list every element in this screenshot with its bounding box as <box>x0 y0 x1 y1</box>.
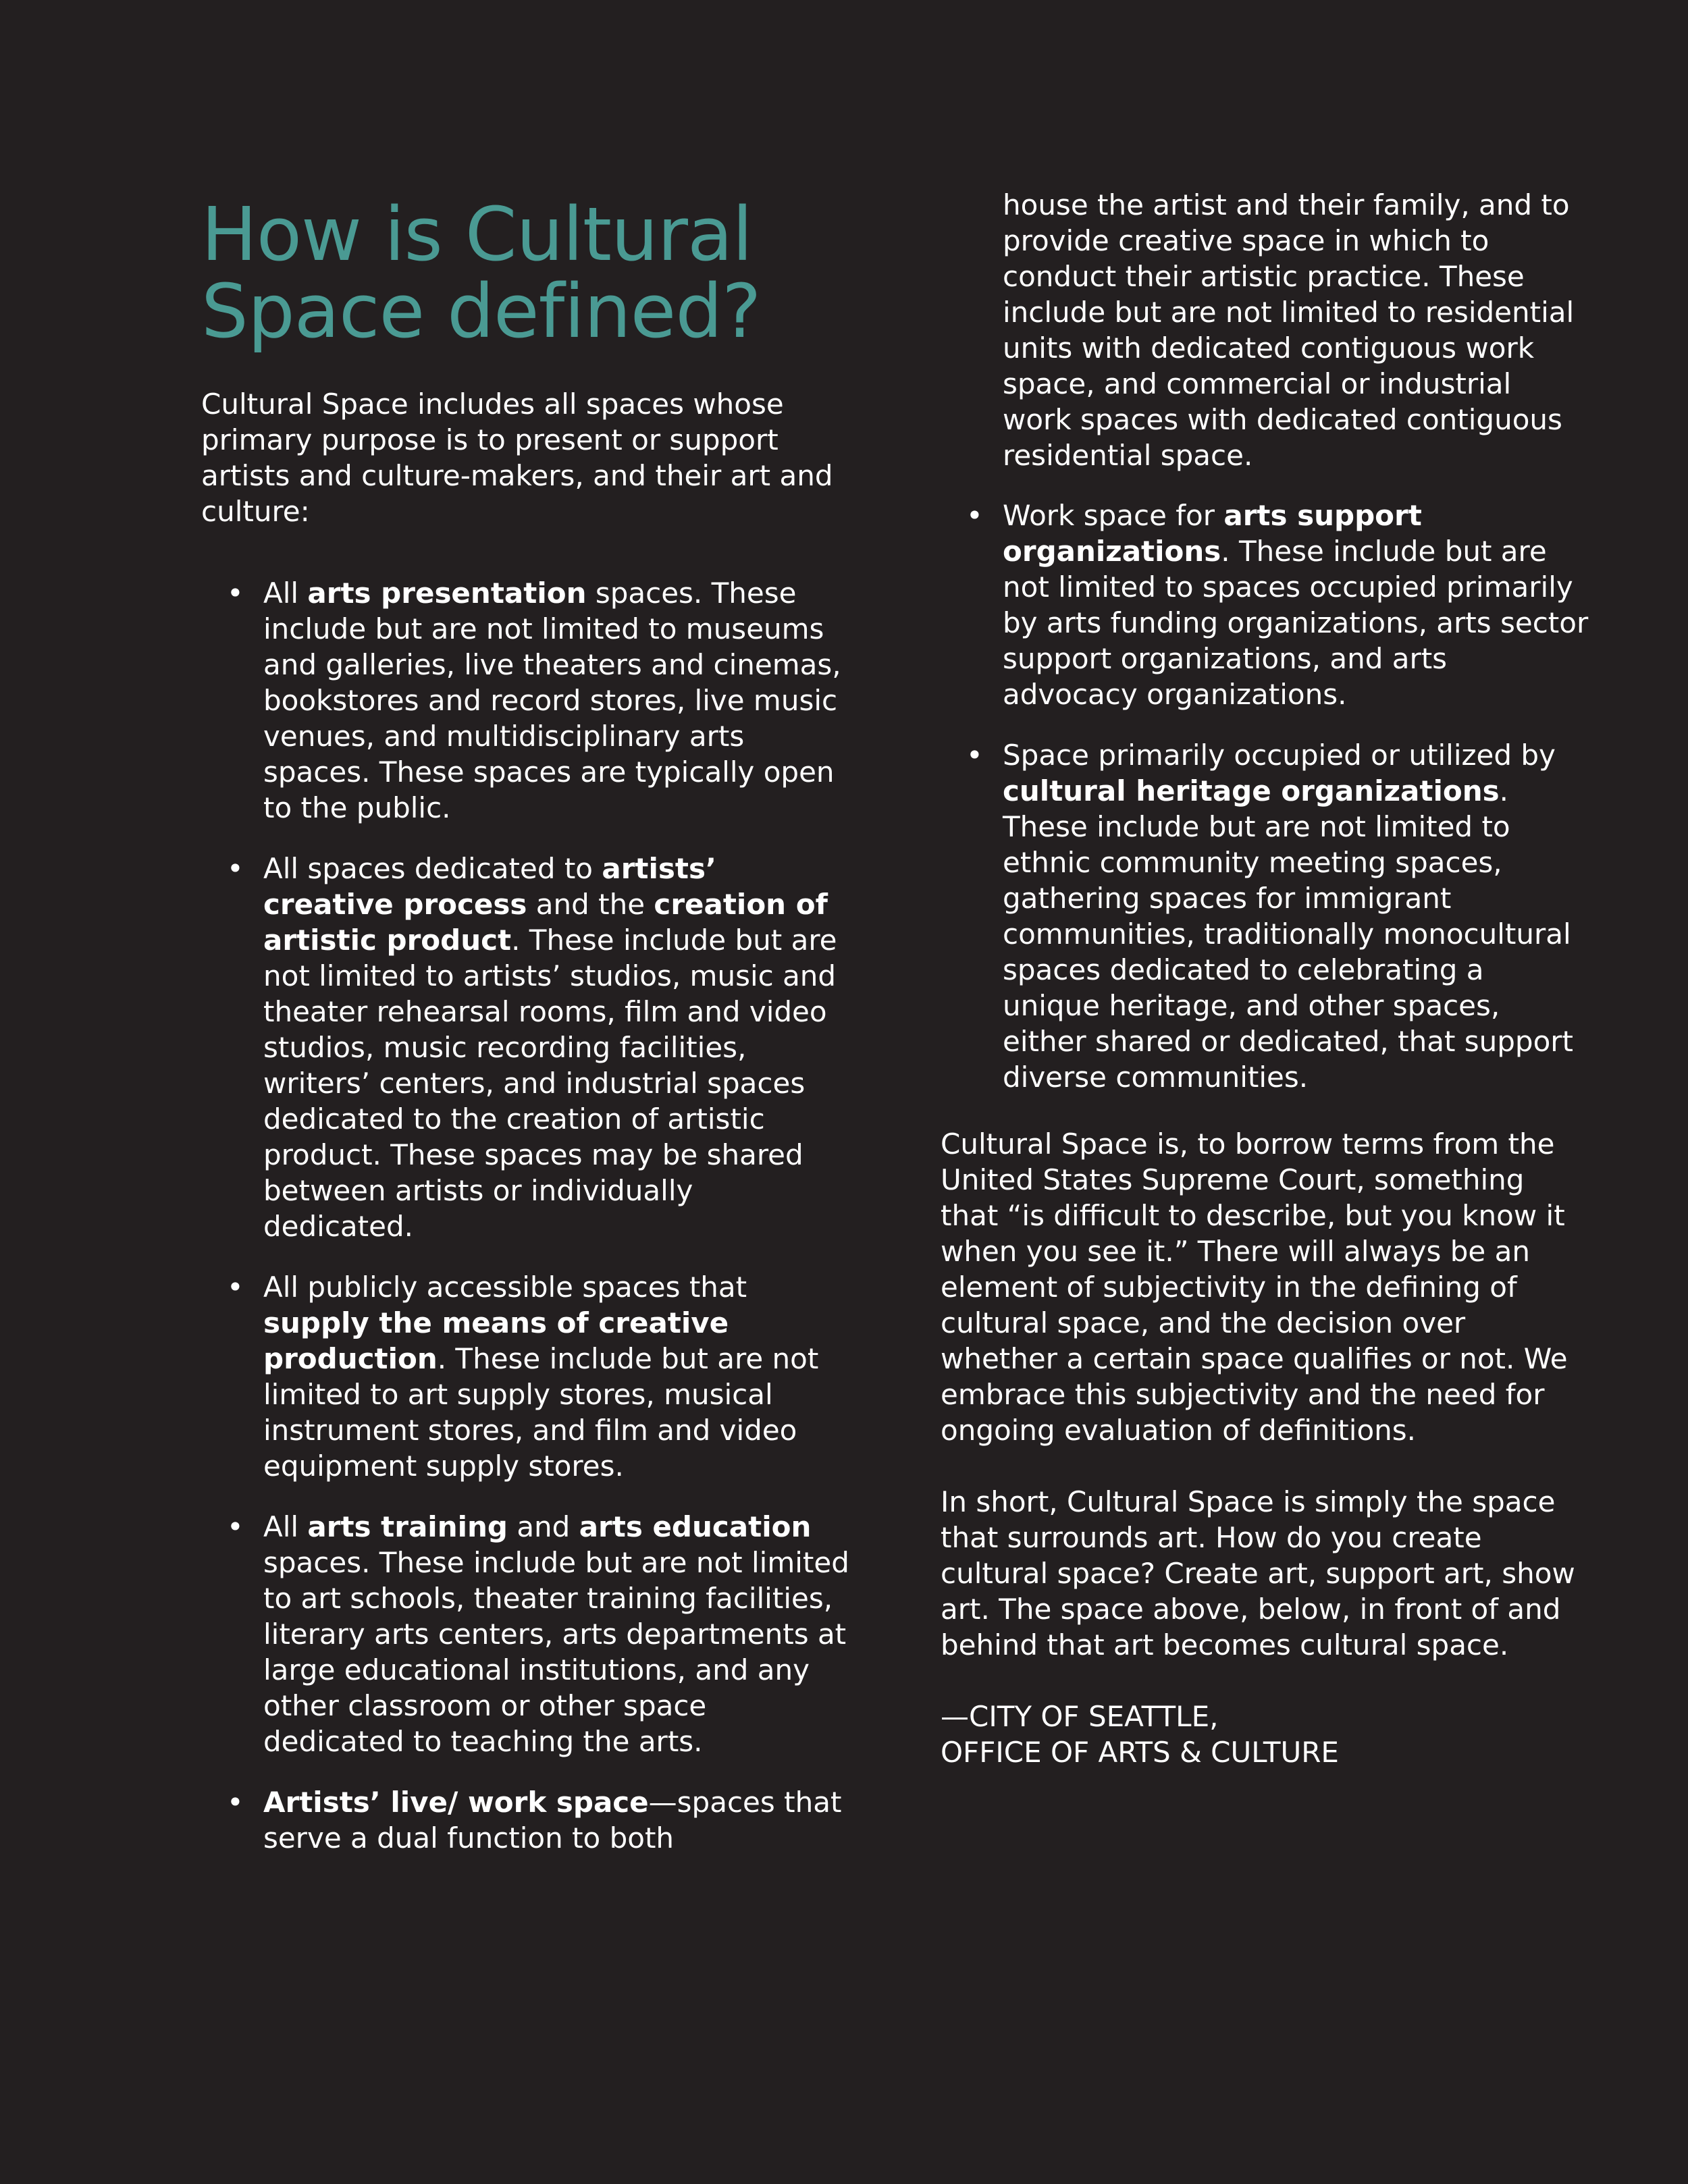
definition-list-continued <box>941 498 1589 1095</box>
list-item <box>941 498 1589 712</box>
list-item <box>201 851 849 1244</box>
item-emphasis: arts education <box>579 1510 812 1543</box>
item-text: . These include but are not limited to ethnic community meeting spaces, gathering spaces for immigrant communities, traditionally monocultural spaces dedicated to celebrating a unique heritage, and other spaces, either shared or dedicated, that support diverse communities. <box>1003 774 1574 1094</box>
list-item <box>201 1269 849 1484</box>
item-emphasis: Artists’ live/ work space <box>263 1786 649 1819</box>
list-item <box>201 575 849 826</box>
list-item <box>941 737 1589 1095</box>
item-text: . These include but are not limited to spaces occupied primarily by arts funding organizations, arts sector support organizations, and arts advocacy organizations. <box>1003 535 1589 711</box>
item-text: All spaces dedicated to <box>263 852 602 885</box>
title-line-2: Space defined? <box>201 268 761 354</box>
list-item-continued: house the artist and their family, and to provide creative space in which to conduct their artistic practice. These include but are not limited to residential units with dedicated contiguous work space, and commercial or industrial work spaces with dedicated contiguous residential space. <box>1003 188 1575 472</box>
item-text: and the <box>527 888 654 921</box>
page-title <box>201 191 849 354</box>
item-emphasis: artists’ creative process <box>263 852 716 921</box>
bullet-icon: • <box>227 852 244 885</box>
bullet-icon: • <box>227 1786 244 1819</box>
item-text: . These include but are not limited to art supply stores, musical instrument stores, and film and video equipment supply stores. <box>263 1342 819 1483</box>
definition-list <box>201 575 849 1856</box>
item-text: —spaces that serve a dual function to both <box>263 1786 842 1855</box>
intro-paragraph: Cultural Space includes all spaces whose primary purpose is to present or support artists and culture-makers, and their art and culture: <box>201 388 833 528</box>
item-text: . These include but are not limited to artists’ studios, music and theater rehearsal rooms, film and video studios, music recording facilities, writers’ centers, and industrial spaces dedicated to the creation of artistic product. These spaces may be shared between artists or individually dedicated. <box>263 924 837 1243</box>
title-line-1: How is Cultural <box>201 191 752 277</box>
item-text: spaces. These include but are not limited to art schools, theater training facilities, literary arts centers, arts departments at large educational institutions, and any other classroom or other space dedicated to teaching the arts. <box>263 1546 849 1758</box>
attribution <box>941 1699 1589 1770</box>
bullet-icon: • <box>227 1510 244 1543</box>
item-text: All <box>263 1510 308 1543</box>
item-emphasis: creation of artistic product <box>263 888 828 957</box>
item-emphasis: cultural heritage organizations <box>1003 774 1500 807</box>
item-text: spaces. These include but are not limited to museums and galleries, live theaters and cinemas, bookstores and record stores, live music venues, and multidisciplinary arts spaces. These spaces are typically open to the public. <box>263 577 841 824</box>
item-text: All publicly accessible spaces that <box>263 1271 747 1304</box>
right-column <box>941 187 1589 1770</box>
supreme-court-paragraph: Cultural Space is, to borrow terms from the United States Supreme Court, something that “is difficult to describe, but you know it when you see it.” There will always be an element of subjectivity in the defining of cultural space, and the decision over whether a certain space qualifies or not. We embrace this subjectivity and the need for ongoing evaluation of definitions. <box>941 1127 1568 1447</box>
bullet-icon: • <box>227 1271 244 1304</box>
item-emphasis: arts training <box>307 1510 508 1543</box>
left-column <box>201 191 849 1881</box>
item-text: and <box>507 1510 579 1543</box>
summary-paragraph: In short, Cultural Space is simply the space that surrounds art. How do you create cultural space? Create art, support art, show art. The space above, below, in front of and behind that art becomes cultural space. <box>941 1485 1575 1661</box>
list-item <box>201 1784 849 1856</box>
attribution-line-1: —CITY OF SEATTLE, <box>941 1700 1219 1733</box>
bullet-icon: • <box>966 499 983 532</box>
bullet-icon: • <box>966 739 983 772</box>
item-text: Space primarily occupied or utilized by <box>1003 739 1556 772</box>
item-text: All <box>263 577 308 610</box>
list-item <box>201 1509 849 1759</box>
item-text: Work space for <box>1003 499 1224 532</box>
attribution-line-2: OFFICE OF ARTS & CULTURE <box>941 1736 1339 1769</box>
item-emphasis: supply the means of creative production <box>263 1306 729 1375</box>
item-emphasis: arts presentation <box>307 577 587 610</box>
item-emphasis: arts support organizations <box>1003 499 1422 568</box>
bullet-icon: • <box>227 577 244 610</box>
